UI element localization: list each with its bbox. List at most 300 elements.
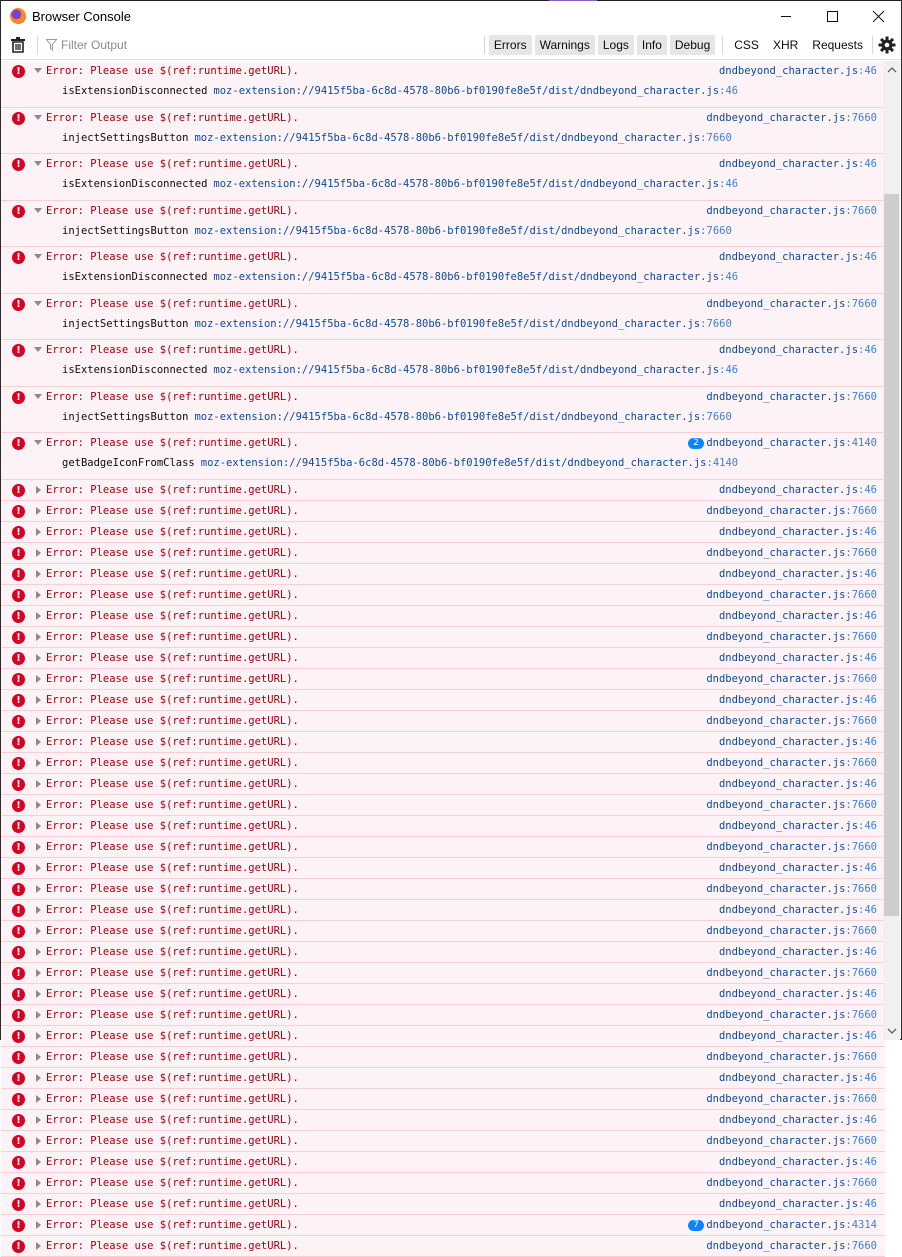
source-file: dndbeyond_character.js xyxy=(706,390,846,403)
source-file: dndbeyond_character.js xyxy=(706,672,846,685)
error-icon: ! xyxy=(12,925,25,938)
source-link[interactable] xyxy=(719,946,877,958)
source-file: dndbeyond_character.js xyxy=(718,1071,859,1084)
expand-arrow-icon[interactable] xyxy=(36,948,41,956)
stack-frame xyxy=(62,132,732,144)
source-link[interactable] xyxy=(719,1198,877,1210)
console-message[interactable] xyxy=(1,294,885,341)
expand-arrow-icon[interactable] xyxy=(36,591,41,599)
error-icon: ! xyxy=(12,112,25,125)
source-link[interactable] xyxy=(719,484,877,496)
error-icon: ! xyxy=(12,631,25,644)
message-text: Error: Please use $(ref:runtime.getURL). xyxy=(46,861,299,874)
source-file: dndbeyond_character.js xyxy=(706,1134,846,1147)
source-line: :7660 xyxy=(845,714,877,727)
filter-logs-button[interactable]: Logs xyxy=(598,35,634,55)
message-text: Error: Please use $(ref:runtime.getURL). xyxy=(46,819,299,832)
error-icon: ! xyxy=(12,1009,25,1022)
source-link[interactable] xyxy=(719,158,877,170)
console-message[interactable] xyxy=(1,648,885,669)
source-file: dndbeyond_character.js xyxy=(718,483,859,496)
console-message[interactable] xyxy=(1,543,885,564)
expand-arrow-icon[interactable] xyxy=(36,675,41,683)
stack-function-name: isExtensionDisconnected xyxy=(62,178,208,190)
filter-errors-button[interactable]: Errors xyxy=(489,35,532,55)
expand-arrow-icon[interactable] xyxy=(36,990,41,998)
stack-url: moz-extension://9415f5ba-6c8d-4578-80b6-bf0190fe8e5f/dist/dndbeyond_character.js xyxy=(194,410,701,423)
stack-url: moz-extension://9415f5ba-6c8d-4578-80b6-bf0190fe8e5f/dist/dndbeyond_character.js xyxy=(194,224,701,237)
error-icon: ! xyxy=(12,1072,25,1085)
console-message[interactable] xyxy=(1,858,885,879)
source-line: :7660 xyxy=(845,882,877,895)
message-text: Error: Please use $(ref:runtime.getURL). xyxy=(46,65,299,77)
expand-arrow-icon[interactable] xyxy=(36,1179,41,1187)
console-message[interactable] xyxy=(1,606,885,627)
expand-arrow-icon[interactable] xyxy=(36,969,41,977)
error-icon: ! xyxy=(12,391,25,404)
collapse-arrow-icon[interactable] xyxy=(34,440,42,445)
console-message[interactable] xyxy=(1,1110,885,1131)
source-line: :46 xyxy=(858,1071,877,1084)
filter-debug-button[interactable]: Debug xyxy=(670,35,715,55)
console-message[interactable] xyxy=(1,942,885,963)
source-link[interactable] xyxy=(719,820,877,832)
source-line: :46 xyxy=(858,945,877,958)
error-icon: ! xyxy=(12,988,25,1001)
error-icon: ! xyxy=(12,437,25,450)
maximize-button[interactable] xyxy=(809,1,855,31)
error-icon: ! xyxy=(12,65,25,78)
console-message[interactable] xyxy=(1,795,885,816)
console-message[interactable] xyxy=(1,963,885,984)
source-line: :7660 xyxy=(845,297,877,310)
message-text: Error: Please use $(ref:runtime.getURL). xyxy=(46,504,299,517)
source-link[interactable] xyxy=(719,694,877,706)
source-file: dndbeyond_character.js xyxy=(718,158,859,170)
console-message[interactable] xyxy=(1,501,885,522)
source-link[interactable] xyxy=(706,1051,877,1063)
filter-warnings-button[interactable]: Warnings xyxy=(535,35,595,55)
source-line: :46 xyxy=(858,903,877,916)
message-text: Error: Please use $(ref:runtime.getURL). xyxy=(46,1092,299,1105)
source-link[interactable] xyxy=(719,344,877,356)
scroll-down-button[interactable] xyxy=(883,1023,900,1040)
source-file: dndbeyond_character.js xyxy=(718,251,859,263)
collapse-arrow-icon[interactable] xyxy=(34,161,42,166)
expand-arrow-icon[interactable] xyxy=(36,507,41,515)
stack-frame xyxy=(62,457,738,469)
error-icon: ! xyxy=(12,862,25,875)
stack-frame xyxy=(62,225,732,237)
source-link[interactable] xyxy=(706,112,877,124)
toolbar-separator xyxy=(484,36,485,54)
stack-function-name: injectSettingsButton xyxy=(62,224,189,237)
source-link[interactable] xyxy=(719,988,877,1000)
source-file: dndbeyond_character.js xyxy=(706,882,846,895)
error-icon: ! xyxy=(12,652,25,665)
console-message[interactable] xyxy=(1,480,885,501)
source-line: :7660 xyxy=(845,1050,877,1063)
message-text: Error: Please use $(ref:runtime.getURL). xyxy=(46,1008,299,1021)
close-button[interactable] xyxy=(855,1,901,31)
message-text: Error: Please use $(ref:runtime.getURL). xyxy=(46,1050,299,1063)
repeat-count-badge: 7 xyxy=(688,1220,704,1231)
source-link[interactable] xyxy=(706,205,877,217)
expand-arrow-icon[interactable] xyxy=(36,528,41,536)
source-link[interactable] xyxy=(706,1219,877,1231)
error-icon: ! xyxy=(12,904,25,917)
source-line: :46 xyxy=(858,525,877,538)
source-line: :46 xyxy=(858,344,877,356)
source-link[interactable] xyxy=(719,251,877,263)
filter-output-input[interactable] xyxy=(61,38,361,52)
message-text: Error: Please use $(ref:runtime.getURL). xyxy=(46,546,299,559)
expand-arrow-icon[interactable] xyxy=(36,906,41,914)
source-link[interactable] xyxy=(719,610,877,622)
expand-arrow-icon[interactable] xyxy=(36,1116,41,1124)
expand-arrow-icon[interactable] xyxy=(36,549,41,557)
source-link[interactable] xyxy=(719,862,877,874)
expand-arrow-icon[interactable] xyxy=(36,843,41,851)
source-link[interactable] xyxy=(719,904,877,916)
source-line: :46 xyxy=(858,567,877,580)
expand-arrow-icon[interactable] xyxy=(36,654,41,662)
console-message[interactable] xyxy=(1,61,885,108)
source-link[interactable] xyxy=(706,1009,877,1021)
source-file: dndbeyond_character.js xyxy=(706,1092,846,1105)
error-icon: ! xyxy=(12,1219,25,1232)
console-message[interactable] xyxy=(1,1005,885,1026)
stack-frame xyxy=(62,178,738,190)
source-file: dndbeyond_character.js xyxy=(706,546,846,559)
source-link[interactable] xyxy=(706,967,877,979)
trash-icon xyxy=(11,37,25,53)
source-file: dndbeyond_character.js xyxy=(718,1197,859,1210)
collapse-arrow-icon[interactable] xyxy=(34,254,42,259)
source-link[interactable] xyxy=(706,547,877,559)
expand-arrow-icon[interactable] xyxy=(36,1158,41,1166)
filter-info-button[interactable]: Info xyxy=(637,35,667,55)
stack-frame-link[interactable] xyxy=(201,457,738,469)
console-message[interactable] xyxy=(1,1194,885,1215)
source-link[interactable] xyxy=(719,652,877,664)
scroll-up-button[interactable] xyxy=(883,61,900,78)
collapse-arrow-icon[interactable] xyxy=(34,208,42,213)
console-message[interactable] xyxy=(1,1131,885,1152)
console-message[interactable] xyxy=(1,732,885,753)
console-message[interactable] xyxy=(1,522,885,543)
source-link[interactable] xyxy=(706,1240,877,1252)
source-link[interactable] xyxy=(706,391,877,403)
minimize-button[interactable] xyxy=(763,1,809,31)
message-text: Error: Please use $(ref:runtime.getURL). xyxy=(46,1239,299,1252)
expand-arrow-icon[interactable] xyxy=(36,486,41,494)
console-message[interactable] xyxy=(1,433,885,480)
source-line: :7660 xyxy=(845,840,877,853)
source-link[interactable] xyxy=(706,799,877,811)
source-file: dndbeyond_character.js xyxy=(706,714,846,727)
stack-frame-link[interactable] xyxy=(194,225,731,237)
expand-arrow-icon[interactable] xyxy=(36,801,41,809)
console-message[interactable] xyxy=(1,201,885,248)
stack-line: :7660 xyxy=(700,317,732,330)
source-file: dndbeyond_character.js xyxy=(706,630,846,643)
console-message[interactable] xyxy=(1,340,885,387)
console-message[interactable] xyxy=(1,711,885,732)
source-file: dndbeyond_character.js xyxy=(706,1218,846,1231)
console-message[interactable] xyxy=(1,154,885,201)
console-message[interactable] xyxy=(1,984,885,1005)
stack-function-name: injectSettingsButton xyxy=(62,317,189,330)
message-text: Error: Please use $(ref:runtime.getURL). xyxy=(46,344,299,356)
error-icon: ! xyxy=(12,484,25,497)
console-message[interactable] xyxy=(1,1215,885,1236)
message-text: Error: Please use $(ref:runtime.getURL). xyxy=(46,1218,299,1231)
source-file: dndbeyond_character.js xyxy=(718,777,859,790)
source-link[interactable] xyxy=(706,841,877,853)
stack-function-name: injectSettingsButton xyxy=(62,410,189,423)
expand-arrow-icon[interactable] xyxy=(36,1137,41,1145)
message-text: Error: Please use $(ref:runtime.getURL). xyxy=(46,390,299,403)
stack-frame-link[interactable] xyxy=(194,132,731,144)
source-file: dndbeyond_character.js xyxy=(718,525,859,538)
source-link[interactable] xyxy=(706,437,877,449)
expand-arrow-icon[interactable] xyxy=(36,633,41,641)
message-text: Error: Please use $(ref:runtime.getURL). xyxy=(46,297,299,310)
expand-arrow-icon[interactable] xyxy=(36,864,41,872)
message-text: Error: Please use $(ref:runtime.getURL). xyxy=(46,609,299,622)
error-icon: ! xyxy=(12,1051,25,1064)
stack-frame-link[interactable] xyxy=(194,318,731,330)
filter-xhr-button[interactable]: XHR xyxy=(772,38,799,52)
source-link[interactable] xyxy=(706,925,877,937)
source-line: :46 xyxy=(858,1155,877,1168)
console-toolbar xyxy=(1,31,901,60)
source-line: :7660 xyxy=(845,924,877,937)
console-settings-button[interactable] xyxy=(875,31,899,59)
source-link[interactable] xyxy=(706,505,877,517)
source-link[interactable] xyxy=(706,715,877,727)
expand-arrow-icon[interactable] xyxy=(36,780,41,788)
console-message[interactable] xyxy=(1,921,885,942)
expand-arrow-icon[interactable] xyxy=(36,1032,41,1040)
console-message[interactable] xyxy=(1,900,885,921)
stack-line: :46 xyxy=(719,271,739,283)
console-message[interactable] xyxy=(1,1089,885,1110)
expand-arrow-icon[interactable] xyxy=(36,759,41,767)
console-message[interactable] xyxy=(1,585,885,606)
source-file: dndbeyond_character.js xyxy=(706,966,846,979)
expand-arrow-icon[interactable] xyxy=(36,927,41,935)
stack-line: :46 xyxy=(719,364,739,376)
error-icon: ! xyxy=(12,1198,25,1211)
window-controls xyxy=(763,1,901,31)
message-text: Error: Please use $(ref:runtime.getURL). xyxy=(46,903,299,916)
expand-arrow-icon[interactable] xyxy=(36,570,41,578)
error-icon: ! xyxy=(12,205,25,218)
source-file: dndbeyond_character.js xyxy=(706,504,846,517)
console-message[interactable] xyxy=(1,669,885,690)
console-message[interactable] xyxy=(1,1173,885,1194)
source-link[interactable] xyxy=(719,1030,877,1042)
source-link[interactable] xyxy=(706,1135,877,1147)
source-file: dndbeyond_character.js xyxy=(706,204,846,217)
filter-css-button[interactable]: CSS xyxy=(734,38,759,52)
message-text: Error: Please use $(ref:runtime.getURL). xyxy=(46,798,299,811)
console-message[interactable] xyxy=(1,1236,885,1257)
source-link[interactable] xyxy=(706,589,877,601)
collapse-arrow-icon[interactable] xyxy=(34,301,42,306)
stack-url: moz-extension://9415f5ba-6c8d-4578-80b6-bf0190fe8e5f/dist/dndbeyond_character.js xyxy=(213,364,720,376)
source-line: :4314 xyxy=(845,1218,877,1231)
stack-url: moz-extension://9415f5ba-6c8d-4578-80b6-bf0190fe8e5f/dist/dndbeyond_character.js xyxy=(213,178,720,190)
message-text: Error: Please use $(ref:runtime.getURL). xyxy=(46,1134,299,1147)
source-file: dndbeyond_character.js xyxy=(718,1155,859,1168)
console-message[interactable] xyxy=(1,247,885,294)
source-file: dndbeyond_character.js xyxy=(706,1239,846,1252)
stack-line: :7660 xyxy=(700,131,732,144)
collapse-arrow-icon[interactable] xyxy=(34,394,42,399)
message-text: Error: Please use $(ref:runtime.getURL). xyxy=(46,735,299,748)
expand-arrow-icon[interactable] xyxy=(36,822,41,830)
expand-arrow-icon[interactable] xyxy=(36,1242,41,1250)
source-file: dndbeyond_character.js xyxy=(718,945,859,958)
console-message[interactable] xyxy=(1,1152,885,1173)
console-message[interactable] xyxy=(1,753,885,774)
source-link[interactable] xyxy=(706,883,877,895)
stack-frame-link[interactable] xyxy=(194,411,731,423)
expand-arrow-icon[interactable] xyxy=(36,717,41,725)
collapse-arrow-icon[interactable] xyxy=(34,347,42,352)
message-text: Error: Please use $(ref:runtime.getURL). xyxy=(46,588,299,601)
expand-arrow-icon[interactable] xyxy=(36,696,41,704)
error-icon: ! xyxy=(12,610,25,623)
expand-arrow-icon[interactable] xyxy=(36,738,41,746)
source-line: :46 xyxy=(858,609,877,622)
message-text: Error: Please use $(ref:runtime.getURL). xyxy=(46,525,299,538)
title-bar xyxy=(1,1,901,31)
source-link[interactable] xyxy=(706,298,877,310)
error-icon: ! xyxy=(12,799,25,812)
source-line: :7660 xyxy=(845,1134,877,1147)
expand-arrow-icon[interactable] xyxy=(36,612,41,620)
console-message[interactable] xyxy=(1,774,885,795)
expand-arrow-icon[interactable] xyxy=(36,885,41,893)
source-link[interactable] xyxy=(719,1156,877,1168)
expand-arrow-icon[interactable] xyxy=(36,1095,41,1103)
error-icon: ! xyxy=(12,1114,25,1127)
source-file: dndbeyond_character.js xyxy=(718,344,859,356)
console-message[interactable] xyxy=(1,879,885,900)
collapse-arrow-icon[interactable] xyxy=(34,115,42,120)
close-icon xyxy=(873,11,884,22)
error-icon: ! xyxy=(12,841,25,854)
message-text: Error: Please use $(ref:runtime.getURL). xyxy=(46,1176,299,1189)
source-file: dndbeyond_character.js xyxy=(706,840,846,853)
source-link[interactable] xyxy=(706,757,877,769)
source-link[interactable] xyxy=(719,778,877,790)
expand-arrow-icon[interactable] xyxy=(36,1011,41,1019)
console-output xyxy=(1,61,885,1252)
collapse-arrow-icon[interactable] xyxy=(34,68,42,73)
source-link[interactable] xyxy=(719,1072,877,1084)
stack-frame-link[interactable] xyxy=(213,85,738,97)
scrollbar-thumb[interactable] xyxy=(884,194,899,916)
error-icon: ! xyxy=(12,1156,25,1169)
source-link[interactable] xyxy=(719,526,877,538)
stack-frame-link[interactable] xyxy=(213,271,738,283)
stack-function-name: isExtensionDisconnected xyxy=(62,85,208,97)
source-line: :7660 xyxy=(845,111,877,124)
error-icon: ! xyxy=(12,251,25,264)
console-message[interactable] xyxy=(1,837,885,858)
stack-frame-link[interactable] xyxy=(213,364,738,376)
expand-arrow-icon[interactable] xyxy=(36,1074,41,1082)
window-title: Browser Console xyxy=(32,8,131,24)
expand-arrow-icon[interactable] xyxy=(36,1053,41,1061)
error-icon: ! xyxy=(12,715,25,728)
output-scrollbar[interactable] xyxy=(883,61,900,1040)
stack-frame xyxy=(62,85,738,97)
source-line: :46 xyxy=(858,1197,877,1210)
maximize-icon xyxy=(827,11,838,22)
error-icon: ! xyxy=(12,967,25,980)
source-file: dndbeyond_character.js xyxy=(718,861,859,874)
message-text: Error: Please use $(ref:runtime.getURL). xyxy=(46,693,299,706)
error-icon: ! xyxy=(12,505,25,518)
source-line: :7660 xyxy=(845,1239,877,1252)
source-link[interactable] xyxy=(719,1114,877,1126)
message-text: Error: Please use $(ref:runtime.getURL). xyxy=(46,756,299,769)
console-message[interactable] xyxy=(1,1068,885,1089)
source-link[interactable] xyxy=(719,65,877,77)
expand-arrow-icon[interactable] xyxy=(36,1200,41,1208)
source-link[interactable] xyxy=(706,631,877,643)
console-message[interactable] xyxy=(1,816,885,837)
stack-url: moz-extension://9415f5ba-6c8d-4578-80b6-bf0190fe8e5f/dist/dndbeyond_character.js xyxy=(213,271,720,283)
error-icon: ! xyxy=(12,946,25,959)
message-text: Error: Please use $(ref:runtime.getURL). xyxy=(46,251,299,263)
console-message[interactable] xyxy=(1,1047,885,1068)
source-link[interactable] xyxy=(706,1093,877,1105)
source-line: :46 xyxy=(858,483,877,496)
source-link[interactable] xyxy=(719,736,877,748)
error-icon: ! xyxy=(12,1135,25,1148)
console-message[interactable] xyxy=(1,387,885,434)
console-message[interactable] xyxy=(1,108,885,155)
message-text: Error: Please use $(ref:runtime.getURL). xyxy=(46,882,299,895)
source-line: :7660 xyxy=(845,390,877,403)
console-message[interactable] xyxy=(1,1026,885,1047)
error-icon: ! xyxy=(12,673,25,686)
console-message[interactable] xyxy=(1,627,885,648)
stack-frame-link[interactable] xyxy=(213,178,738,190)
source-file: dndbeyond_character.js xyxy=(706,798,846,811)
expand-arrow-icon[interactable] xyxy=(36,1221,41,1229)
source-link[interactable] xyxy=(706,673,877,685)
source-link[interactable] xyxy=(719,568,877,580)
error-icon: ! xyxy=(12,344,25,357)
source-line: :46 xyxy=(858,251,877,263)
message-text: Error: Please use $(ref:runtime.getURL). xyxy=(46,987,299,1000)
clear-console-button[interactable] xyxy=(3,31,33,59)
source-file: dndbeyond_character.js xyxy=(718,1113,859,1126)
source-link[interactable] xyxy=(706,1177,877,1189)
filter-requests-button[interactable]: Requests xyxy=(812,38,863,52)
error-icon: ! xyxy=(12,778,25,791)
console-message[interactable] xyxy=(1,564,885,585)
console-message[interactable] xyxy=(1,690,885,711)
